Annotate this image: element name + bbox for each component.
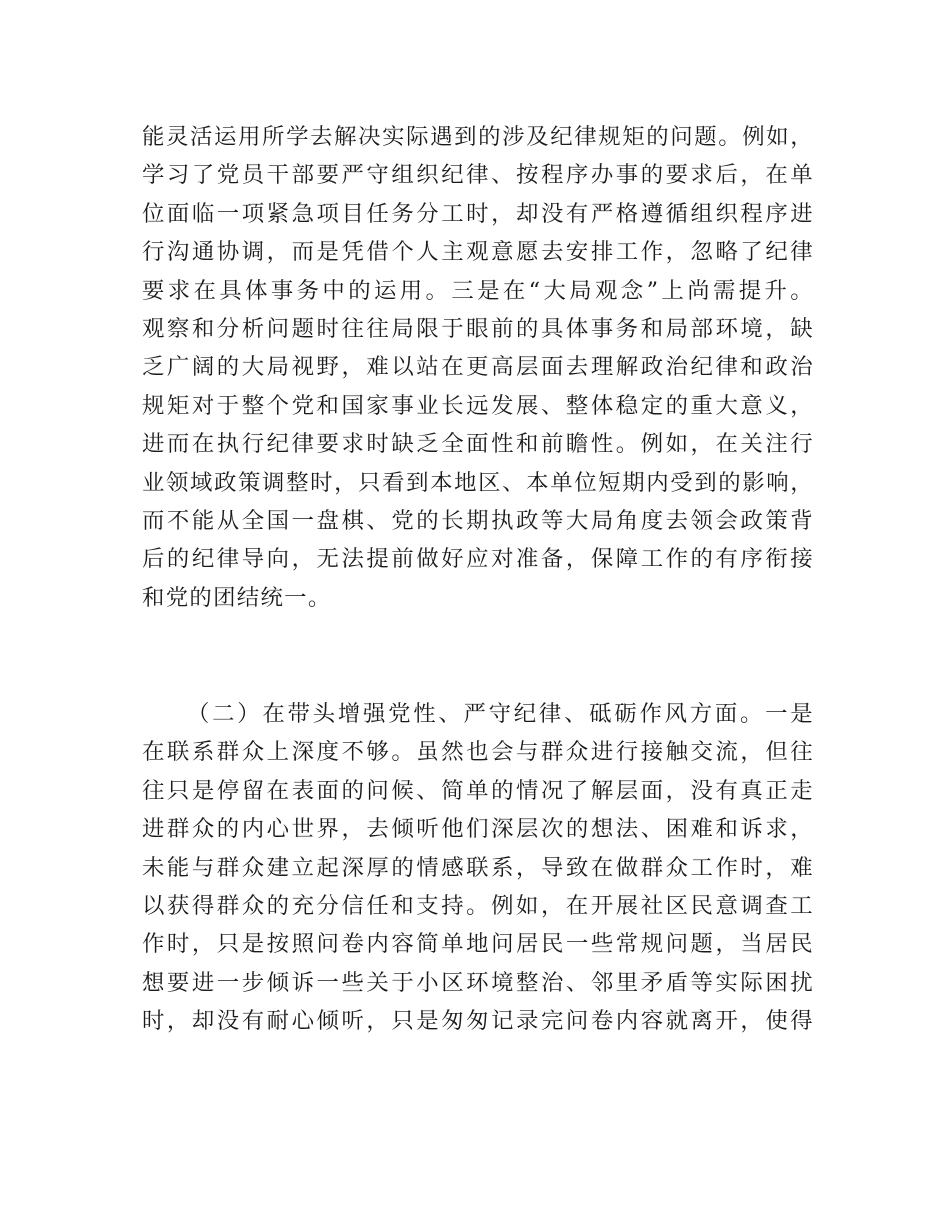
text-line: 行沟通协调，而是凭借个人主观意愿去安排工作，忽略了纪律	[142, 239, 814, 266]
text-line: 往只是停留在表面的问候、简单的情况了解层面，没有真正走	[142, 777, 814, 804]
text-line: 而不能从全国一盘棋、党的长期执政等大局角度去领会政策背	[142, 507, 814, 534]
text-line: 进群众的内心世界，去倾听他们深层次的想法、困难和诉求，	[142, 816, 814, 843]
text-line: 在联系群众上深度不够。虽然也会与群众进行接触交流，但往	[142, 739, 814, 766]
body-paragraph	[142, 118, 814, 617]
text-line: 时，却没有耐心倾听，只是匆匆记录完问卷内容就离开，使得	[142, 1008, 814, 1035]
section-heading-line: （二）在带头增强党性、严守纪律、砥砺作风方面。一是	[187, 701, 814, 727]
text-line: 位面临一项紧急项目任务分工时，却没有严格遵循组织程序进	[142, 200, 814, 227]
section-paragraph	[142, 695, 814, 1041]
text-line: 规矩对于整个党和国家事业长远发展、整体稳定的重大意义，	[142, 392, 814, 419]
text-line: 业领域政策调整时，只看到本地区、本单位短期内受到的影响，	[142, 469, 814, 496]
text-line: 以获得群众的充分信任和支持。例如，在开展社区民意调查工	[142, 892, 814, 919]
text-line: 作时，只是按照问卷内容简单地问居民一些常规问题，当居民	[142, 931, 814, 958]
text-line: 后的纪律导向，无法提前做好应对准备，保障工作的有序衔接	[142, 546, 814, 573]
text-line: 观察和分析问题时往往局限于眼前的具体事务和局部环境，缺	[142, 315, 814, 342]
text-line: 想要进一步倾诉一些关于小区环境整治、邻里矛盾等实际困扰	[142, 969, 814, 996]
text-line: 能灵活运用所学去解决实际遇到的涉及纪律规矩的问题。例如，	[142, 124, 814, 150]
text-line: 乏广阔的大局视野，难以站在更高层面去理解政治纪律和政治	[142, 354, 814, 381]
text-line: 学习了党员干部要严守组织纪律、按程序办事的要求后，在单	[142, 162, 814, 189]
text-line: 要求在具体事务中的运用。三是在“大局观念”上尚需提升。	[142, 277, 814, 304]
text-line: 未能与群众建立起深厚的情感联系，导致在做群众工作时，难	[142, 854, 814, 881]
text-line: 进而在执行纪律要求时缺乏全面性和前瞻性。例如，在关注行	[142, 431, 814, 458]
text-line: 和党的团结统一。	[142, 584, 332, 611]
